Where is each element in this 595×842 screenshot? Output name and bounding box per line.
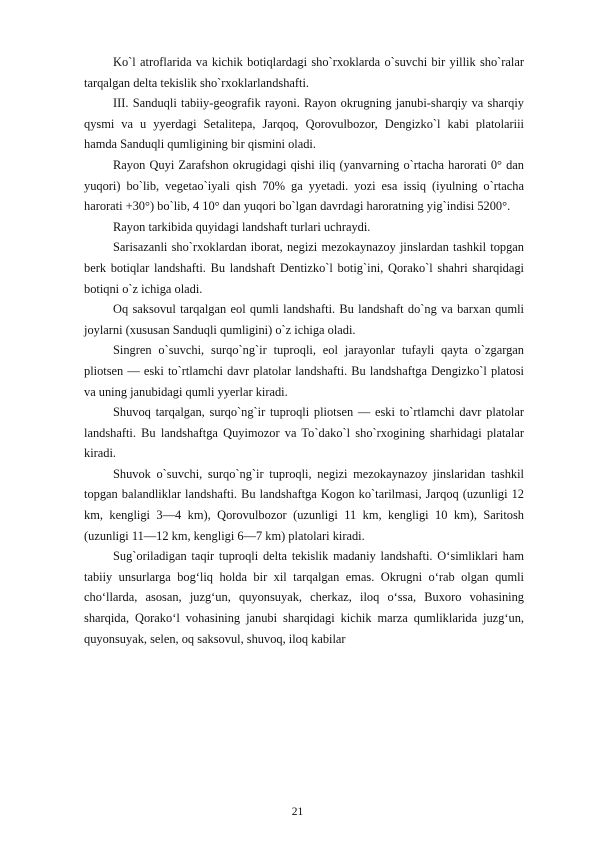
paragraph-10: Sug`oriladigan taqir tuproqli delta tekislik madaniy landshafti. O‘simliklari ham tabiiy unsurlarga bog‘liq holda bir xil tarqalgan emas. Okrugni o‘rab olgan qumli cho‘llarda, asosan, juzg‘un, quyonsuyak, cherkaz, iloq o‘ssa, Buxoro vohasining sharqida, Qorako‘l vohasining janubi sharqidagi kichik marza qumliklarida juzg‘un, quyonsuyak, selen, oq saksovul, shuvoq, iloq kabilar: [84, 549, 524, 646]
paragraph-9: Shuvok o`suvchi, surqo`ng`ir tuproqli, negizi mezokaynazoy jinslaridan tashkil topgan balandliklar landshafti. Bu landshaftga Kogon ko`tarilmasi, Jarqoq (uzunligi 12 km, kengligi 3—4 km), Qorovulbozor (uzunligi 11 km, kengligi 10 km), Saritosh (uzunligi 11—12 km, kengligi 6—7 km) platolari kiradi.: [84, 466, 524, 543]
paragraph-3: Rayon Quyi Zarafshon okrugidagi qishi iliq (yanvarning o`rtacha harorati 0° dan yuqori) bo`lib, vegetao`iyali qish 70% ga yyetadi. yozi esa issiq (iyulning o`rtacha harorati +30°) bo`lib, 4 10° dan yuqori bo`lgan davrdagi haroratning yig`indisi 5200°.: [84, 157, 524, 214]
paragraph-5: Sarisazanli sho`rxoklardan iborat, negizi mezokaynazoy jinslardan tashkil topgan berk botiqlar landshafti. Bu landshaft Dentizko`l botig`ini, Qorako`l shahri sharqidagi botiqni o`z ichiga oladi.: [84, 240, 524, 296]
paragraph-6: Oq saksovul tarqalgan eol qumli landshafti. Bu landshaft do`ng va barxan qumli joylarni (xususan Sanduqli qumligini) o`z ichiga oladi.: [84, 302, 524, 337]
body-text: [84, 52, 524, 649]
paragraph-7: Singren o`suvchi, surqo`ng`ir tuproqli, eol jarayonlar tufayli qayta o`zgargan pliotsen — eski to`rtlamchi davr platolar landshafti. Bu landshaftga Dengizko`l platosi va uning janubidagi qumli yyerlar kiradi.: [84, 343, 524, 399]
paragraph-1: Ko`l atroflarida va kichik botiqlardagi sho`rxoklarda o`suvchi bir yillik sho`ralar tarqalgan delta tekislik sho`rxoklarlandshafti.: [84, 55, 524, 90]
page-number: 21: [291, 806, 304, 818]
paragraph-2: III. Sanduqli tabiiy-geografik rayoni. Rayon okrugning janubi-sharqiy va sharqiy qysmi va u yyerdagi Setalitepa, Jarqoq, Qorovulbozor, Dengizko`l kabi platolariii hamda Sanduqli qumligining bir qismini oladi.: [84, 96, 524, 152]
paragraph-8: Shuvoq tarqalgan, surqo`ng`ir tuproqli pliotsen — eski to`rtlamchi davr platolar landshafti. Bu landshaftga Quyimozor va To`dako`l sho`rxogining sharhidagi platalar kiradi.: [84, 405, 524, 461]
paragraph-4: Rayon tarkibida quyidagi landshaft turlari uchraydi.: [113, 219, 371, 234]
